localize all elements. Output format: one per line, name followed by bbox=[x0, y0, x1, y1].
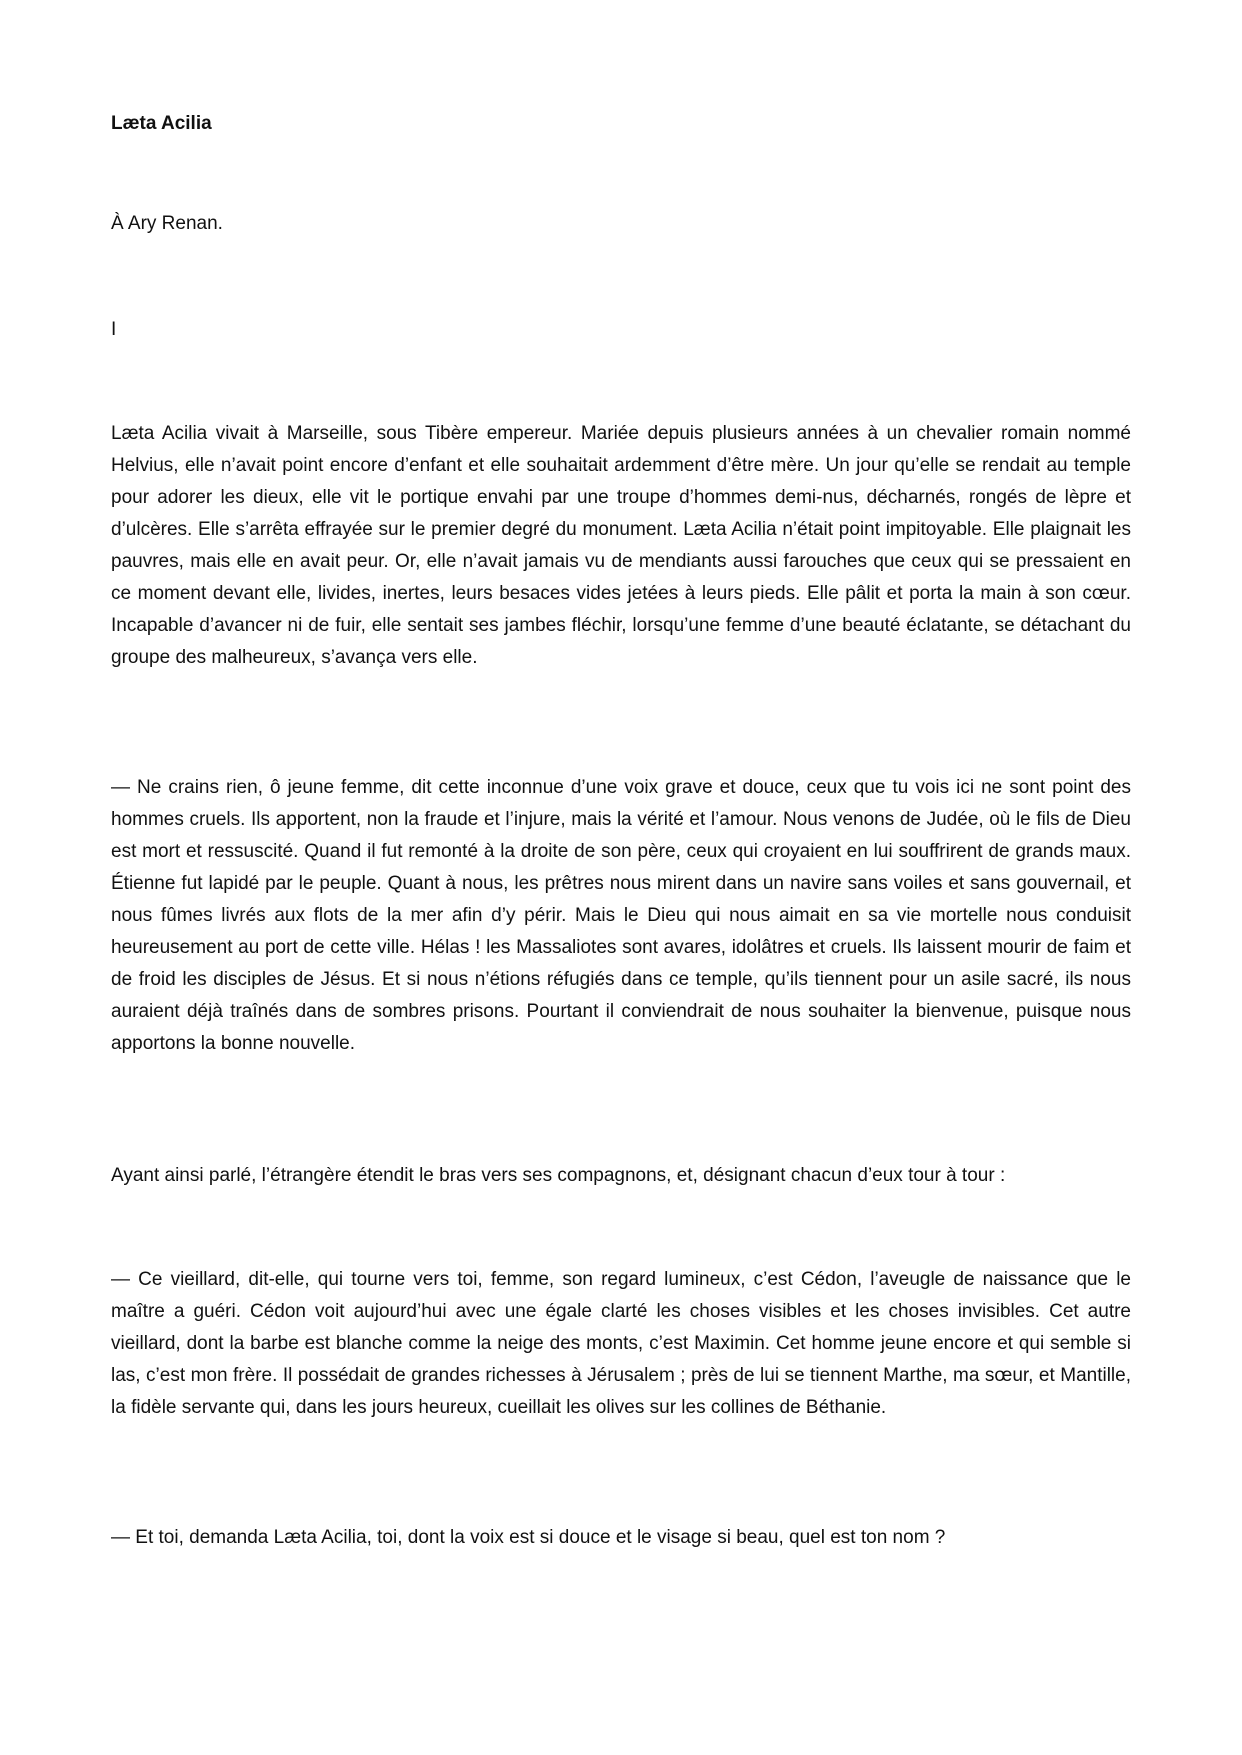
paragraph: — Ne crains rien, ô jeune femme, dit cette inconnue d’une voix grave et douce, ceux que tu vois ici ne sont point des hommes cruels. Ils apportent, non la fraude et l’injure, mais la vérité et l’amour. Nous venons de Judée, où le fils de Dieu est mort et ressuscité. Quand il fut remonté à la droite de son père, ceux qui croyaient en lui souffrirent de grands maux. Étienne fut lapidé par le peuple. Quant à nous, les prêtres nous mirent dans un navire sans voiles et sans gouvernail, et nous fûmes livrés aux flots de la mer afin d’y périr. Mais le Dieu qui nous aimait en sa vie mortelle nous conduisit heureusement au port de cette ville. Hélas ! les Massaliotes sont avares, idolâtres et cruels. Ils laissent mourir de faim et de froid les disciples de Jésus. Et si nous n’étions réfugiés dans ce temple, qu’ils tiennent pour un asile sacré, ils nous auraient déjà traînés dans de sombres prisons. Pourtant il conviendrait de nous souhaiter la bienvenue, puisque nous apportons la bonne nouvelle. bbox=[111, 777, 1131, 1054]
paragraph: — Ce vieillard, dit-elle, qui tourne vers toi, femme, son regard lumineux, c’est Cédon, l’aveugle de naissance que le maître a guéri. Cédon voit aujourd’hui avec une égale clarté les choses visibles et les choses invisibles. Cet autre vieillard, dont la barbe est blanche comme la neige des monts, c’est Maximin. Cet homme jeune encore et qui semble si las, c’est mon frère. Il possédait de grandes richesses à Jérusalem ; près de lui se tiennent Marthe, ma sœur, et Mantille, la fidèle servante qui, dans les jours heureux, cueillait les olives sur les collines de Béthanie. bbox=[111, 1269, 1131, 1418]
paragraph: Læta Acilia vivait à Marseille, sous Tibère empereur. Mariée depuis plusieurs années à un chevalier romain nommé Helvius, elle n’avait point encore d’enfant et elle souhaitait ardemment d’être mère. Un jour qu’elle se rendait au temple pour adorer les dieux, elle vit le portique envahi par une troupe d’hommes demi-nus, décharnés, rongés de lèpre et d’ulcères. Elle s’arrêta effrayée sur le premier degré du monument. Læta Acilia n’était point impitoyable. Elle plaignait les pauvres, mais elle en avait peur. Or, elle n’avait jamais vu de mendiants aussi farouches que ceux qui se pressaient en ce moment devant elle, livides, inertes, leurs besaces vides jetées à leurs pieds. Elle pâlit et porta la main à son cœur. Incapable d’avancer ni de fuir, elle sentait ses jambes fléchir, lorsqu’une femme d’une beauté éclatante, se détachant du groupe des malheureux, s’avança vers elle. bbox=[111, 423, 1131, 668]
document-title: Læta Acilia bbox=[111, 113, 212, 134]
paragraph: — Et toi, demanda Læta Acilia, toi, dont la voix est si douce et le visage si beau, quel est ton nom ? bbox=[111, 1527, 946, 1548]
chapter-number: I bbox=[111, 319, 117, 340]
paragraph: Ayant ainsi parlé, l’étrangère étendit le bras vers ses compagnons, et, désignant chacun d’eux tour à tour : bbox=[111, 1165, 1006, 1186]
dedication: À Ary Renan. bbox=[111, 213, 223, 234]
